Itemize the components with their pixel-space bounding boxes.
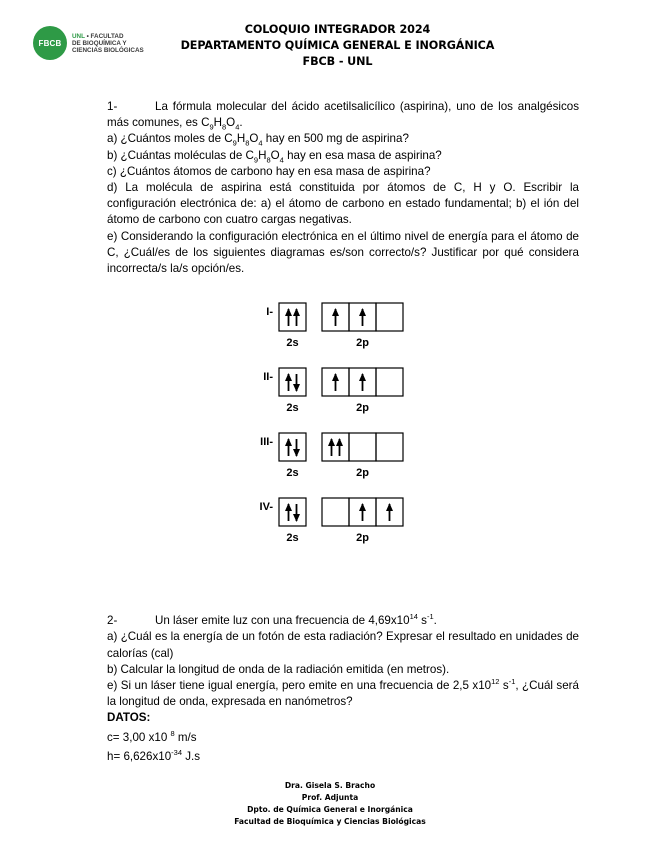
q1-b: b) ¿Cuántas moléculas de $C_9H_8O_4$ hay en esa masa de aspirina? (107, 148, 442, 164)
orbital-box-2p (349, 433, 376, 461)
exam-content (107, 99, 579, 765)
signature-block (180, 780, 480, 828)
electron-arrow-2s-down (293, 439, 300, 457)
header-title: COLOQUIO INTEGRADOR 2024 (244, 23, 431, 36)
logo-facultad: • FACULTAD (86, 32, 124, 40)
diagram-label: IV- (259, 501, 273, 514)
header-institution: FBCB - UNL (302, 55, 373, 68)
electron-arrow-2s-up (293, 308, 300, 326)
logo-line2: DE BIOQUÍMICA Y (72, 39, 127, 47)
orbital-box-2s (279, 368, 306, 396)
q1-c: c) ¿Cuántos átomos de carbono hay en esa masa de aspirina? (107, 164, 431, 178)
sublevel-label-2s: 2s (286, 467, 299, 480)
electron-arrow-2p-up (336, 438, 343, 456)
q2-a: a) ¿Cuál es la energía de un fotón de esta radiación? Expresar el resultado en unidades de calorías (cal) (107, 630, 579, 660)
electron-arrow-2s-up (285, 308, 292, 326)
logo-unl: UNL (72, 32, 85, 40)
sublevel-label-2p: 2p (356, 467, 369, 480)
orbital-diagrams (107, 295, 579, 613)
orbital-box-2s (279, 433, 306, 461)
sublevel-label-2p: 2p (356, 402, 369, 415)
logo-line3: CIENCIAS BIOLÓGICAS (72, 46, 144, 54)
orbital-box-2p (376, 433, 403, 461)
electron-arrow-2p-up (359, 308, 366, 326)
electron-arrow-2p-up (359, 503, 366, 521)
logo-text (72, 33, 144, 54)
q1-d: d) La molécula de aspirina está constituida por átomos de C, H y O. Escribir la configuración electrónica de: a) el átomo de carbono en estado fundamental; b) el ión del átomo de carbono con cuatro cargas negativas. (107, 181, 579, 227)
orbital-box-2s (279, 498, 306, 526)
signature-department: Dpto. de Química General e Inorgánica (247, 805, 413, 814)
datos-title: DATOS: (107, 711, 151, 725)
electron-arrow-2p-up (359, 373, 366, 391)
electron-arrow-2s-up (285, 373, 292, 391)
q1-intro: 1- La fórmula molecular del ácido acetilsalicílico (aspirina), uno de los analgésicos más comunes, es $C_9H_8O_4$. (107, 100, 579, 132)
orbital-box-2p (322, 433, 349, 461)
page-header (160, 22, 515, 70)
datos-c: c= 3,00 x10 $^8$ m/s (107, 728, 197, 744)
electron-arrow-2p-up (332, 373, 339, 391)
orbital-box-2p (376, 368, 403, 396)
electron-arrow-2p-up (386, 503, 393, 521)
electron-arrow-2s-up (285, 438, 292, 456)
q2-e: e) Si un láser tiene igual energía, pero emite en una frecuencia de 2,5 $x10^{12}$ $s^{-1}$, ¿Cuál será la longitud de onda, expresada en nanómetros? (107, 677, 579, 709)
electron-arrow-2p-up (328, 438, 335, 456)
header-department: DEPARTAMENTO QUÍMICA GENERAL E INORGÁNICA (180, 39, 495, 52)
diagram-label: I- (266, 306, 273, 319)
sublevel-label-2s: 2s (286, 402, 299, 415)
q1-a: a) ¿Cuántos moles de $C_9H_8O_4$ hay en 500 mg de aspirina? (107, 132, 409, 148)
q1-number: 1- (107, 100, 118, 113)
q2-b: b) Calcular la longitud de onda de la radiación emitida (en metros). (107, 662, 450, 676)
signature-role: Prof. Adjunta (301, 793, 359, 802)
sublevel-label-2p: 2p (356, 532, 369, 545)
orbital-diagram-figure (107, 295, 579, 595)
electron-arrow-2s-down (293, 504, 300, 522)
logo-badge: FBCB (33, 26, 67, 60)
q1-e: e) Considerando la configuración electrónica en el último nivel de energía para el átomo de C, ¿Cuál/es de los siguientes diagramas es/son correcto/s? Justificar por qué considera incorrecta/s la/s opción/es. (107, 229, 579, 276)
sublevel-label-2p: 2p (356, 337, 369, 350)
fbcb-logo (33, 26, 144, 60)
datos-h: $h= 6,626x10^{-34}$ J.s (107, 748, 201, 763)
orbital-box-2s (279, 303, 306, 331)
electron-arrow-2p-up (332, 308, 339, 326)
q2-number: 2- (107, 614, 118, 628)
orbital-box-2p (376, 303, 403, 331)
signature-name: Dra. Gisela S. Bracho (284, 781, 376, 790)
signature-faculty: Facultad de Bioquímica y Ciencias Biológicas (234, 817, 426, 826)
diagram-label: II- (263, 371, 273, 384)
electron-arrow-2s-down (293, 374, 300, 392)
sublevel-label-2s: 2s (286, 337, 299, 350)
sublevel-label-2s: 2s (286, 532, 299, 545)
diagram-label: III- (260, 436, 273, 449)
electron-arrow-2s-up (285, 503, 292, 521)
q2-intro: 2- Un láser emite luz con una frecuencia de $4,69x10^{14}$ $s^{-1}$. (107, 613, 579, 629)
orbital-box-2p (322, 498, 349, 526)
